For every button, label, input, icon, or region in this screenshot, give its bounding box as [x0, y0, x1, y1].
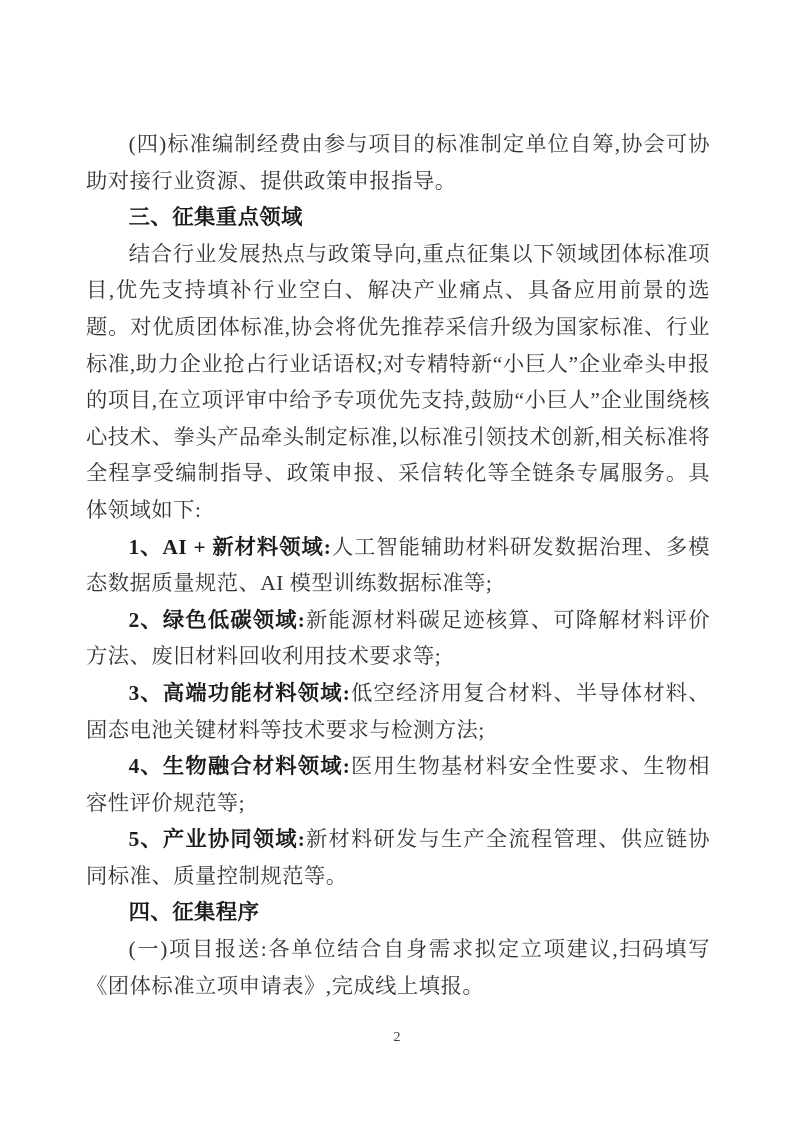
document-body [86, 126, 710, 1004]
footer-page-number: 2 [393, 1030, 401, 1045]
footer [0, 1028, 794, 1048]
section-heading-3 [86, 199, 710, 236]
list-item-lead: 3、高端功能材料领域: [128, 680, 351, 705]
paragraph-text: (一)项目报送:各单位结合自身需求拟定立项建议,扫码填写《团体标准立项申请表》,完成线上填报。 [86, 937, 710, 998]
paragraph-text: 结合行业发展热点与政策导向,重点征集以下领域团体标准项目,优先支持填补行业空白、解决产业痛点、具备应用前景的选题。对优质团体标准,协会将优先推荐采信升级为国家标准、行业标准,助力企业抢占行业话语权;对专精特新“小巨人”企业牵头申报的项目,在立项评审中给予专项优先支持,鼓励“小巨人”企业围绕核心技术、拳头产品牵头制定标准,以标准引领技术创新,相关标准将全程享受编制指导、政策申报、采信转化等全链条专属服务。具体领域如下: [86, 241, 710, 522]
list-item-lead: 2、绿色低碳领域: [128, 607, 306, 632]
list-item-bio-fusion [86, 748, 710, 821]
list-item-green-lowcarbon [86, 602, 710, 675]
list-item-detail: 新能源材料碳足迹核算、可降解材料评价方法、废旧材料回收利用技术要求等; [86, 607, 710, 669]
list-item-detail: 医用生物基材料安全性要求、生物相容性评价规范等; [86, 754, 710, 815]
section-heading-4 [86, 894, 710, 931]
list-item-lead: 5、产业协同领域: [128, 827, 306, 852]
paragraph-funding [86, 126, 710, 199]
list-item-industry-synergy [86, 821, 710, 894]
paragraph-project-submission [86, 931, 710, 1004]
list-item-detail: 新材料研发与生产全流程管理、供应链协同标准、质量控制规范等。 [86, 827, 710, 888]
heading-text: 四、征集程序 [128, 900, 260, 925]
paragraph-overview [86, 236, 710, 529]
list-item-detail: 人工智能辅助材料研发数据治理、多模态数据质量规范、AI 模型训练数据标准等; [86, 534, 710, 596]
paragraph-text: (四)标准编制经费由参与项目的标准制定单位自筹,协会可协助对接行业资源、提供政策申报指导。 [86, 132, 710, 193]
heading-text: 三、征集重点领域 [128, 205, 303, 230]
list-item-ai-materials [86, 529, 710, 602]
list-item-lead: 4、生物融合材料领域: [128, 754, 351, 779]
list-item-lead: 1、AI + 新材料领域: [128, 534, 332, 559]
list-item-detail: 低空经济用复合材料、半导体材料、固态电池关键材料等技术要求与检测方法; [86, 680, 710, 742]
list-item-highend-functional [86, 675, 710, 748]
